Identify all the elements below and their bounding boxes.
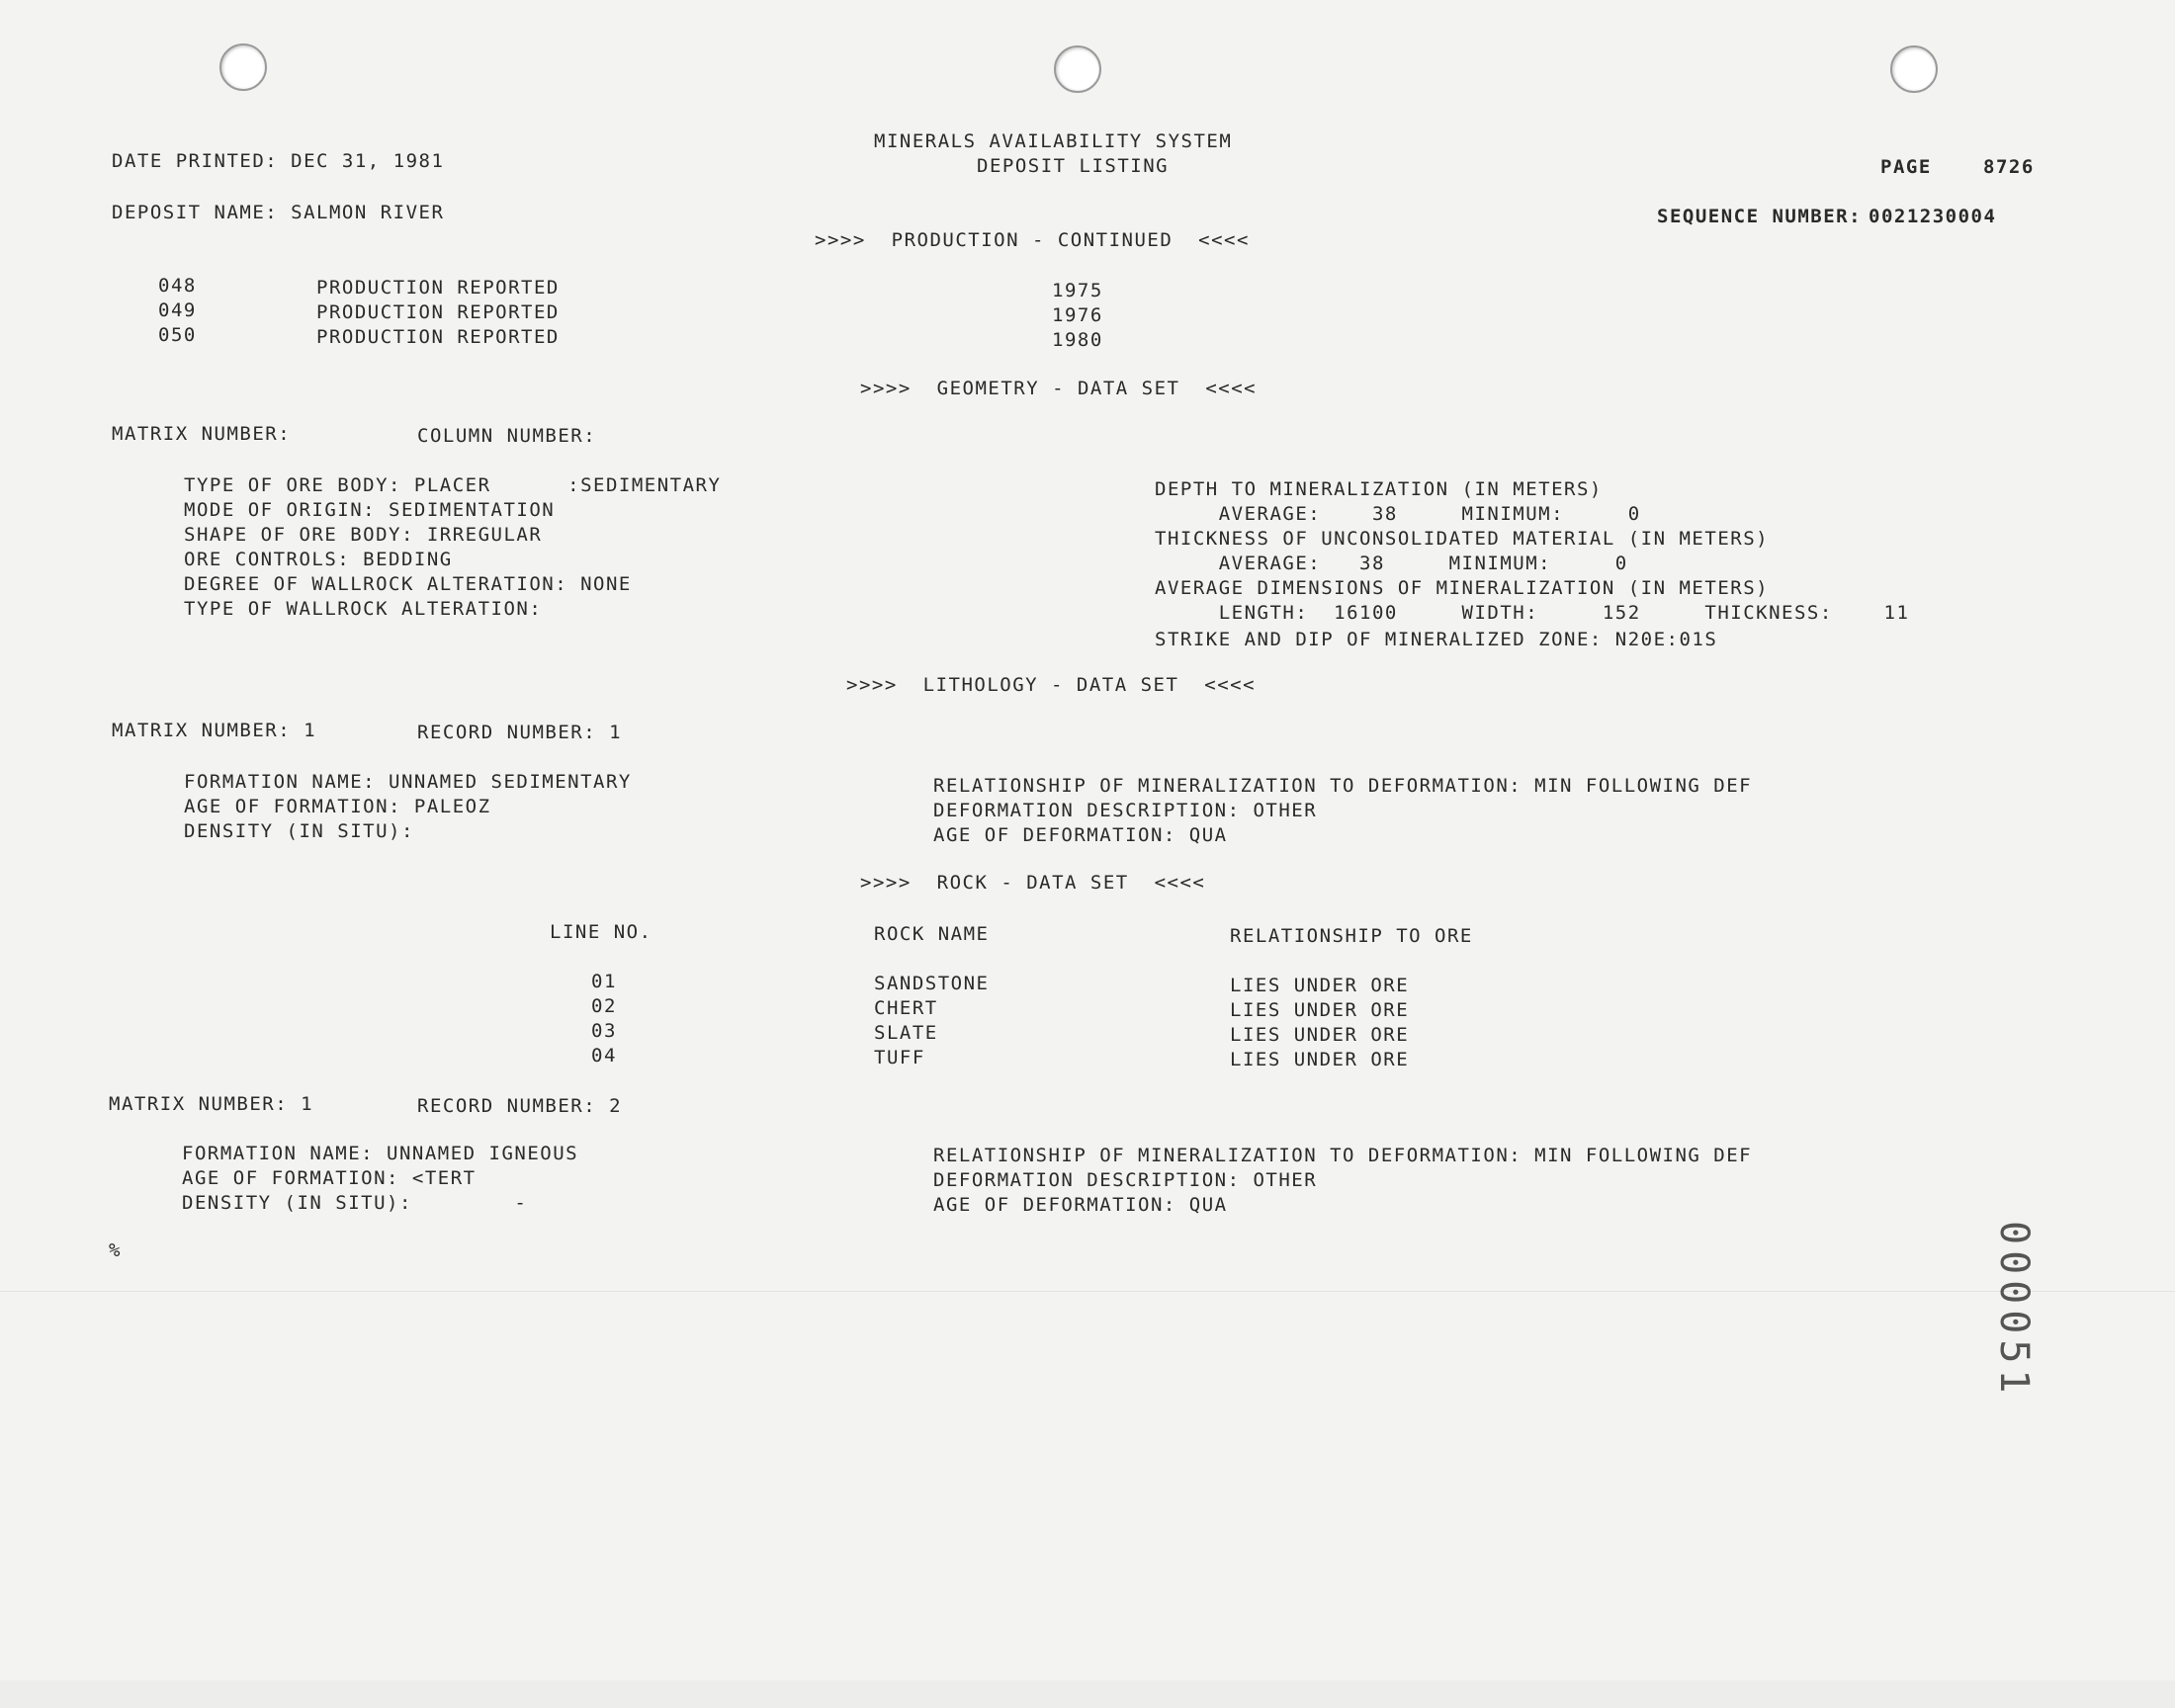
geometry-field: STRIKE AND DIP OF MINERALIZED ZONE: N20E:01S bbox=[1155, 629, 1718, 650]
rock-col-name: ROCK NAME bbox=[874, 923, 990, 945]
geometry-field: SHAPE OF ORE BODY: IRREGULAR bbox=[184, 524, 543, 546]
geometry-field: LENGTH: 16100 WIDTH: 152 THICKNESS: 11 bbox=[1155, 602, 1910, 624]
rock-line: 03 bbox=[591, 1020, 617, 1042]
lithology-matrix-number: MATRIX NUMBER: 1 bbox=[112, 720, 317, 741]
rock-col-line: LINE NO. bbox=[550, 921, 652, 943]
rock-rel: LIES UNDER ORE bbox=[1230, 975, 1410, 996]
sequence-number: 0021230004 bbox=[1869, 206, 1997, 227]
lithology-field: FORMATION NAME: UNNAMED IGNEOUS bbox=[182, 1143, 579, 1164]
lithology-field: AGE OF FORMATION: <TERT bbox=[182, 1167, 477, 1189]
rock-line: 04 bbox=[591, 1045, 617, 1067]
production-label: PRODUCTION REPORTED bbox=[316, 301, 560, 323]
punch-hole-center bbox=[1054, 45, 1101, 93]
punch-hole-right bbox=[1890, 45, 1938, 93]
lithology-field: RELATIONSHIP OF MINERALIZATION TO DEFORMATION: MIN FOLLOWING DEF bbox=[933, 1145, 1753, 1166]
geometry-field: TYPE OF ORE BODY: PLACER :SEDIMENTARY bbox=[184, 474, 722, 496]
geometry-column-label: COLUMN NUMBER: bbox=[417, 425, 597, 447]
page-label: PAGE bbox=[1880, 156, 1932, 178]
geometry-field: THICKNESS OF UNCONSOLIDATED MATERIAL (IN METERS) bbox=[1155, 528, 1770, 550]
production-num: 048 bbox=[158, 275, 197, 297]
percent-marker: % bbox=[109, 1239, 122, 1261]
geometry-heading: >>>> GEOMETRY - DATA SET <<<< bbox=[860, 378, 1258, 399]
rock-name: SLATE bbox=[874, 1022, 938, 1044]
geometry-field: AVERAGE: 38 MINIMUM: 0 bbox=[1155, 503, 1641, 525]
geometry-field: AVERAGE: 38 MINIMUM: 0 bbox=[1155, 553, 1628, 574]
rock-col-rel: RELATIONSHIP TO ORE bbox=[1230, 925, 1473, 947]
geometry-field: ORE CONTROLS: BEDDING bbox=[184, 549, 453, 570]
lithology-field: DENSITY (IN SITU): bbox=[184, 820, 414, 842]
date-printed: DATE PRINTED: DEC 31, 1981 bbox=[112, 150, 445, 172]
production-label: PRODUCTION REPORTED bbox=[316, 326, 560, 348]
production-year: 1980 bbox=[1052, 329, 1103, 351]
lithology-heading: >>>> LITHOLOGY - DATA SET <<<< bbox=[846, 674, 1257, 696]
lithology-field: DEFORMATION DESCRIPTION: OTHER bbox=[933, 800, 1318, 821]
lithology-matrix-number: MATRIX NUMBER: 1 bbox=[109, 1093, 314, 1115]
rock-name: CHERT bbox=[874, 997, 938, 1019]
lithology-field: DEFORMATION DESCRIPTION: OTHER bbox=[933, 1169, 1318, 1191]
rock-line: 01 bbox=[591, 971, 617, 992]
rock-rel: LIES UNDER ORE bbox=[1230, 1024, 1410, 1046]
rock-line: 02 bbox=[591, 995, 617, 1017]
page-stamp-number: 000051 bbox=[1991, 1221, 2037, 1400]
production-num: 049 bbox=[158, 299, 197, 321]
production-label: PRODUCTION REPORTED bbox=[316, 277, 560, 299]
page-fold-line bbox=[0, 1291, 2175, 1292]
geometry-field: DEPTH TO MINERALIZATION (IN METERS) bbox=[1155, 478, 1603, 500]
geometry-field: MODE OF ORIGIN: SEDIMENTATION bbox=[184, 499, 556, 521]
lithology-field: DENSITY (IN SITU): - bbox=[182, 1192, 528, 1214]
production-year: 1976 bbox=[1052, 304, 1103, 326]
lithology-record-number: RECORD NUMBER: 1 bbox=[417, 722, 623, 743]
system-title: MINERALS AVAILABILITY SYSTEM bbox=[874, 130, 1233, 152]
lithology-field: AGE OF FORMATION: PALEOZ bbox=[184, 796, 491, 817]
rock-heading: >>>> ROCK - DATA SET <<<< bbox=[860, 872, 1206, 894]
geometry-field: AVERAGE DIMENSIONS OF MINERALIZATION (IN METERS) bbox=[1155, 577, 1770, 599]
geometry-field: DEGREE OF WALLROCK ALTERATION: NONE bbox=[184, 573, 632, 595]
lithology-field: RELATIONSHIP OF MINERALIZATION TO DEFORMATION: MIN FOLLOWING DEF bbox=[933, 775, 1753, 797]
page-bottom-edge bbox=[0, 1680, 2175, 1708]
production-year: 1975 bbox=[1052, 280, 1103, 301]
geometry-field: TYPE OF WALLROCK ALTERATION: bbox=[184, 598, 543, 620]
lithology-field: AGE OF DEFORMATION: QUA bbox=[933, 824, 1228, 846]
rock-rel: LIES UNDER ORE bbox=[1230, 999, 1410, 1021]
rock-rel: LIES UNDER ORE bbox=[1230, 1049, 1410, 1070]
lithology-field: FORMATION NAME: UNNAMED SEDIMENTARY bbox=[184, 771, 632, 793]
listing-title: DEPOSIT LISTING bbox=[977, 155, 1170, 177]
rock-name: SANDSTONE bbox=[874, 973, 990, 994]
page-number: 8726 bbox=[1983, 156, 2035, 178]
lithology-field: AGE OF DEFORMATION: QUA bbox=[933, 1194, 1228, 1216]
deposit-name: DEPOSIT NAME: SALMON RIVER bbox=[112, 202, 445, 223]
sequence-label: SEQUENCE NUMBER: bbox=[1657, 206, 1863, 227]
production-heading: >>>> PRODUCTION - CONTINUED <<<< bbox=[815, 229, 1250, 251]
punch-hole-left bbox=[219, 43, 267, 91]
lithology-record-number: RECORD NUMBER: 2 bbox=[417, 1095, 623, 1117]
production-num: 050 bbox=[158, 324, 197, 346]
geometry-matrix-label: MATRIX NUMBER: bbox=[112, 423, 292, 445]
rock-name: TUFF bbox=[874, 1047, 925, 1068]
